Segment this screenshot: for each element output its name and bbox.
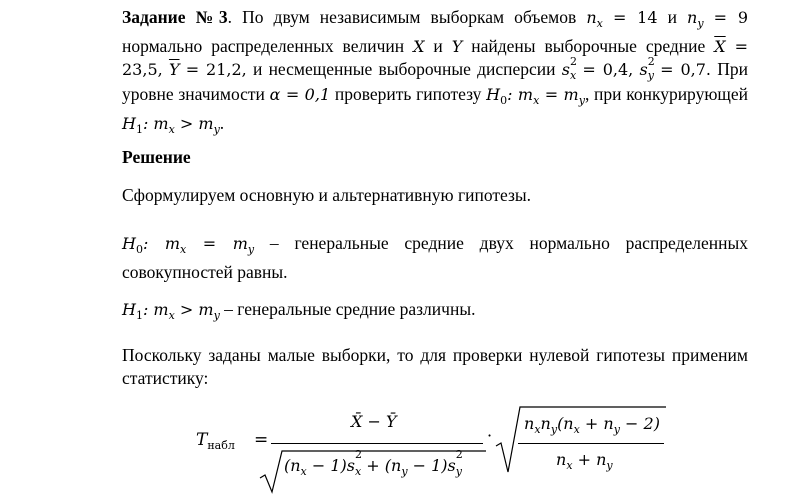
xbar-var: $\overline{X}$	[714, 37, 726, 56]
ybar-value: = 21,2,	[185, 60, 247, 79]
solution-paragraph-4: Поскольку заданы малые выборки, то для проверки нулевой гипотезы применим статистику:	[122, 345, 748, 388]
alpha-value: α = 0,1	[269, 85, 331, 104]
formula-lhs-T: T	[196, 430, 208, 450]
formula-lhs	[196, 430, 235, 452]
ny-value: = 9	[713, 8, 749, 27]
task-label: Задание №3	[122, 7, 228, 27]
xbar-value: = 23,5,	[122, 37, 748, 79]
sx2-value: = 0,4,	[582, 60, 634, 79]
task-and-2: и	[424, 36, 452, 56]
nx-var: $n_x$	[586, 8, 603, 30]
formula-lhs-sub: набл	[207, 439, 235, 452]
rad2-num-a: n	[524, 414, 535, 433]
task-text-7: , при конкурирующей	[584, 84, 749, 104]
den-part-c: + (n	[361, 456, 402, 475]
rad2-den-a: n	[556, 450, 567, 469]
sy2-var: s 2 $_y$	[639, 55, 655, 82]
rad2-num-d: + n	[579, 414, 614, 433]
solution-paragraph-1: Сформулируем основную и альтернативную гипотезы.	[122, 185, 532, 205]
nx-value: = 14	[612, 8, 658, 27]
sy2-value: = 0,7.	[660, 60, 712, 79]
h1-statement: $H_1$: $m_x > m_y$	[122, 300, 220, 322]
formula-equals: =	[254, 430, 269, 450]
h0-hypothesis: $H_0$: $m_x = m_y$	[486, 85, 585, 107]
ybar-var: $\overline{Y}$	[168, 60, 180, 79]
den-part-a: (n	[284, 456, 301, 475]
h0-statement: $H_0$: $m_x = m_y$	[122, 234, 255, 256]
rad2-num-c: (n	[557, 414, 574, 433]
formula-numerator: X̄ − Ȳ	[351, 412, 397, 431]
task-text-5: При уровне значимости	[122, 59, 748, 104]
ny-var: $n_y$	[687, 8, 704, 30]
task-text-3: найдены выборочные средние	[462, 36, 715, 56]
fraction-bar	[271, 443, 483, 444]
h0-description: – генеральные средние двух нормально распределенных совокупностей равны.	[122, 233, 749, 282]
formula-radical-denominator: $n_x + n_y$	[556, 450, 613, 472]
formula-denominator: $(n_x - 1)s$ 2 $_x + (n_y - 1)s$ 2 $_y$	[284, 448, 463, 478]
formula-multiply-dot: ·	[487, 426, 493, 445]
rad2-den-b: + n	[572, 450, 607, 469]
task-text-2: нормально распределенных величин	[122, 36, 414, 56]
rad2-num-e: − 2)	[619, 414, 660, 433]
h1-description: – генеральные средние различны.	[219, 299, 476, 319]
den-part-b: − 1)s	[306, 456, 355, 475]
task-and-1: и	[657, 7, 688, 27]
sx2-var: s 2 $_x$	[561, 55, 577, 82]
solution-heading-text: Решение	[122, 147, 191, 167]
task-text-6: проверить гипотезу	[330, 84, 487, 104]
formula-radical-numerator: $n_xn_y(n_x + n_y - 2)$	[524, 414, 660, 436]
den-part-d: − 1)s	[407, 456, 456, 475]
var-X: X	[413, 37, 425, 56]
rad2-num-b: n	[540, 414, 551, 433]
task-text-1: . По двум независимым выборкам объемов	[227, 7, 587, 27]
fraction-bar-2	[518, 443, 664, 444]
h1-hypothesis: $H_1$: $m_x > m_y$	[122, 114, 220, 136]
var-Y: Y	[451, 37, 463, 56]
task-text-4: и несмещенные выборочные дисперсии	[246, 59, 562, 79]
task-text-8: .	[219, 113, 225, 133]
